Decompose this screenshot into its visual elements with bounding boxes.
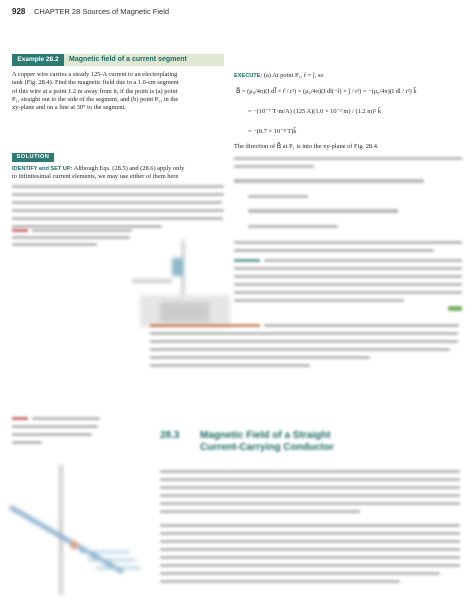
equation-line-2: = −(10⁻⁷ T·m/A) (125 A)(1.0 × 10⁻² m) / (1.2 m)² k̂ [248,108,382,115]
section-title-line: Current-Carrying Conductor [200,442,334,453]
problem-line: P₁, straight out to the side of the segment, and (b) point P₂, in the [12,95,179,103]
section-heading [160,428,460,458]
example-title: Magnetic field of a current segment [69,56,187,63]
execute-intro-text: (a) At point P₁, r̂ = ĵ, so [263,72,324,79]
running-header: CHAPTER 28 Sources of Magnetic Field [34,7,170,16]
problem-line: tank (Fig. 28.4). Find the magnetic field due to a 1.0-cm segment [12,79,179,87]
page-number: 928 [12,7,26,16]
problem-line: of this wire at a point 1.2 m away from it, if the point is (a) point [12,87,178,95]
problem-line: A copper wire carries a steady 125-A current to an electroplating [12,71,178,78]
identify-paragraph [12,165,226,182]
blurred-figure-caption [12,228,132,250]
example-label: Example 28.2 [12,54,64,66]
blurred-evaluate-paragraph [234,258,466,314]
equation-line-1: B⃗ = (μ₀/4π)(I dl⃗ × r̂ / r²) = (μ₀/4π)(I dl(−î) × ĵ / r²) = −(μ₀/4π)(I dl / r²) k̂ [236,88,417,95]
blurred-text-left-1 [12,183,226,231]
identify-line: to infinitesimal current elements, we may use either of them here [12,173,179,181]
example-problem [12,71,224,112]
execute-conclusion: The direction of B⃗ at P₁ is into the xy-plane of Fig. 28.4. [234,143,379,150]
execute-label: EXECUTE: [234,73,263,79]
blurred-test-your-understanding [150,322,466,370]
section-title-line: Magnetic Field of a Straight [200,430,331,441]
problem-line: xy-plane and on a line at 30° to the segment. [12,104,127,112]
blurred-figure-28-5-caption [12,416,102,446]
execute-intro [234,72,464,80]
blurred-text-right-2 [160,468,466,604]
equation-line-3: = −(8.7 × 10⁻⁸ T)k̂ [248,128,297,135]
blurred-text-right-1 [234,155,466,255]
section-number: 28.3 [160,430,180,441]
identify-label: IDENTIFY and SET UP: [12,166,73,172]
blurred-figure-28-5 [10,455,150,605]
solution-label: SOLUTION [12,153,54,162]
identify-line: Although Eqs. (28.5) and (28.6) apply only [72,165,185,172]
